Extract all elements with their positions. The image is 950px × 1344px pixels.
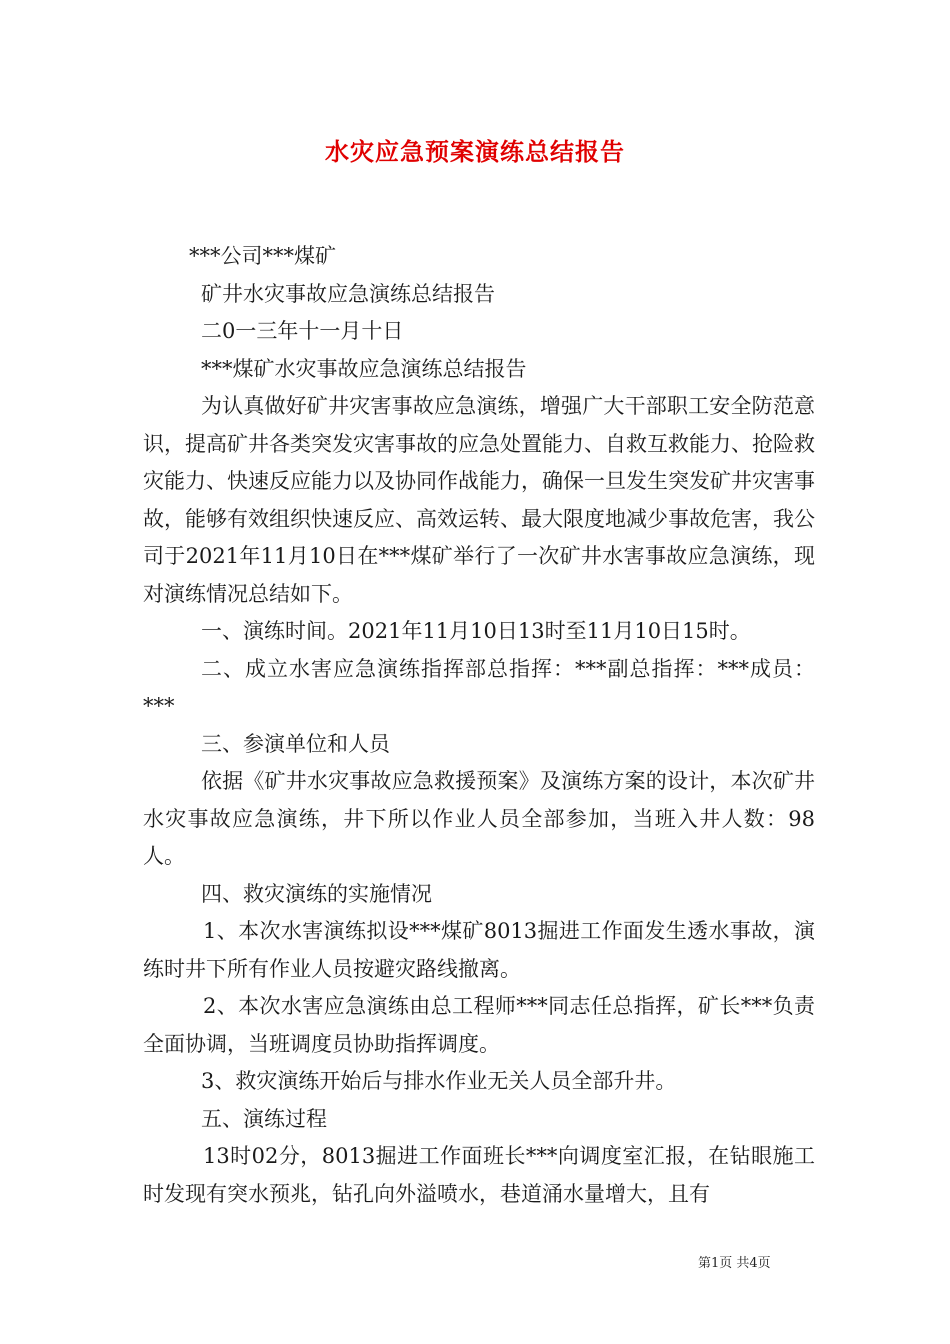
- section-3-heading: 三、参演单位和人员: [201, 731, 390, 756]
- section-5-heading: 五、演练过程: [201, 1106, 327, 1131]
- document-title: 水灾应急预案演练总结报告: [325, 137, 625, 166]
- page-number: 第1页 共4页: [698, 1256, 771, 1271]
- section-4-item-3: 3、救灾演练开始后与排水作业无关人员全部升井。: [201, 1069, 677, 1093]
- report-heading: ***煤矿水灾事故应急演练总结报告: [201, 356, 527, 381]
- report-date: 二0一三年十一月十日: [201, 319, 404, 343]
- section-2-command: 二、成立水害应急演练指挥部总指挥：***副总指挥：***成员：***: [143, 656, 815, 718]
- section-4-item-1: 1、本次水害演练拟设***煤矿8013掘进工作面发生透水事故，演练时井下所有作业人员按避灾路线撤离。: [143, 919, 815, 981]
- company-line: ***公司***煤矿: [189, 244, 336, 268]
- section-3-paragraph: 依据《矿井水灾事故应急救援预案》及演练方案的设计，本次矿井水灾事故应急演练，井下所以作业人员全部参加，当班入井人数：98人。: [143, 769, 815, 868]
- section-5-paragraph: 13时02分，8013掘进工作面班长***向调度室汇报，在钻眼施工时发现有突水预兆，钻孔向外溢喷水，巷道涌水量增大，且有: [143, 1144, 815, 1206]
- intro-paragraph: 为认真做好矿井灾害事故应急演练，增强广大干部职工安全防范意识，提高矿井各类突发灾害事故的应急处置能力、自救互救能力、抢险救灾能力、快速反应能力以及协同作战能力，确保一旦发生突发矿井灾害事故，能够有效组织快速反应、高效运转、最大限度地减少事故危害，我公司于2021年11月10日在***煤矿举行了一次矿井水害事故应急演练，现对演练情况总结如下。: [143, 394, 815, 606]
- section-4-item-2: 2、本次水害应急演练由总工程师***同志任总指挥，矿长***负责全面协调，当班调度员协助指挥调度。: [143, 994, 815, 1056]
- document-body: [143, 238, 815, 1213]
- section-4-heading: 四、救灾演练的实施情况: [201, 881, 432, 906]
- report-subtitle: 矿井水灾事故应急演练总结报告: [201, 281, 495, 306]
- section-1-time: 一、演练时间。2021年11月10日13时至11月10日15时。: [201, 619, 751, 643]
